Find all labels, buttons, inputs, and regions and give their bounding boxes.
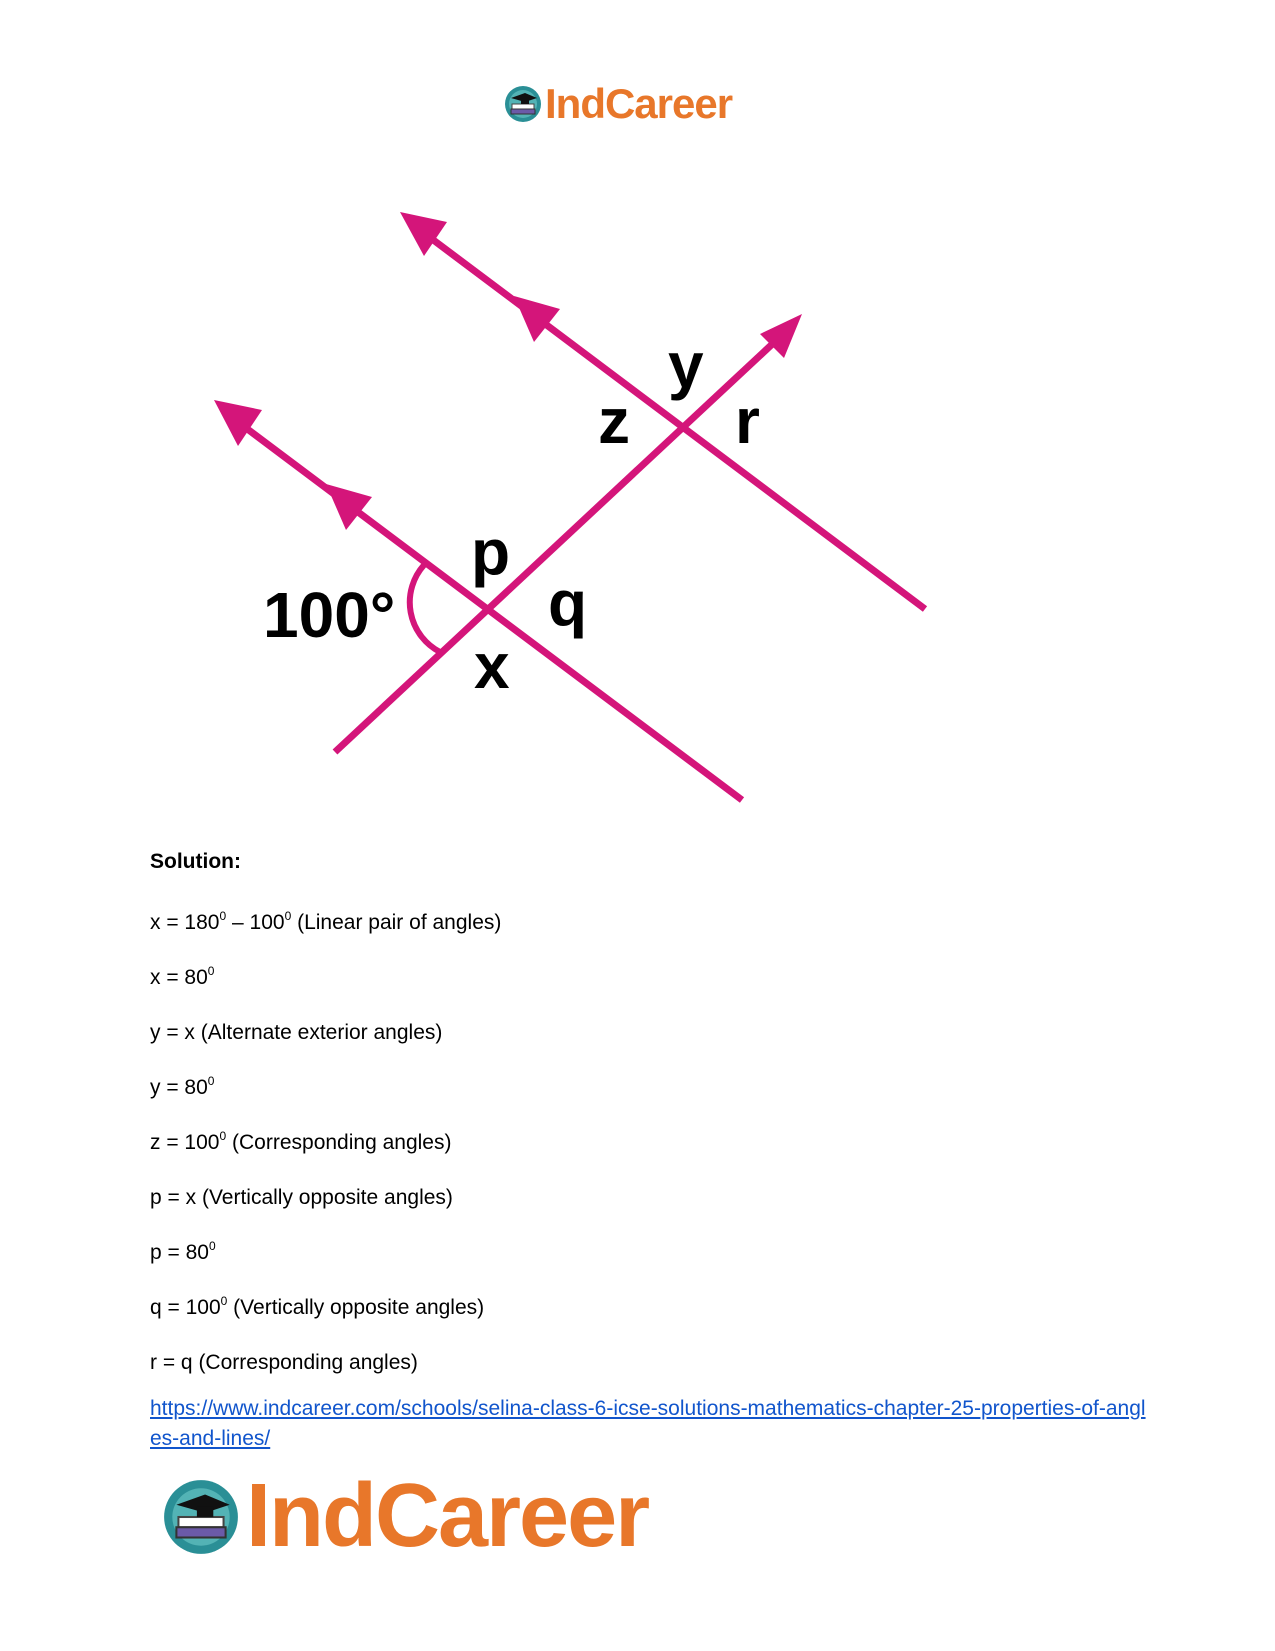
label-z: z	[598, 385, 630, 457]
step-pre: y = x (Alternate exterior angles)	[150, 1021, 443, 1044]
step-sup1: 0	[220, 1294, 228, 1308]
source-link[interactable]: https://www.indcareer.com/schools/selina-class-6-icse-solutions-mathematics-chapter-25-properties-of-angles-and-lines/	[150, 1397, 1146, 1450]
upper-parallel-marker	[514, 296, 560, 342]
label-p: p	[471, 516, 511, 588]
solution-heading: Solution:	[150, 850, 241, 873]
step-mid: – 100	[226, 911, 285, 934]
logo-text: IndCareer	[246, 1466, 649, 1566]
lower-line-arrowhead	[214, 400, 262, 446]
step-pre: z = 100	[150, 1131, 220, 1154]
label-r: r	[735, 385, 760, 457]
lower-parallel-marker	[326, 484, 372, 530]
step-mid: (Vertically opposite angles)	[227, 1296, 485, 1319]
graduation-book-icon	[160, 1476, 242, 1558]
step-sup1: 0	[219, 909, 227, 923]
solution-step	[150, 1131, 451, 1155]
label-x: x	[474, 630, 510, 702]
solution-step	[150, 966, 214, 990]
footer-logo	[160, 1465, 648, 1568]
step-post: (Linear pair of angles)	[291, 911, 502, 934]
step-pre: q = 100	[150, 1296, 221, 1319]
logo-text: IndCareer	[545, 80, 733, 127]
label-q: q	[548, 567, 588, 639]
step-sup1: 0	[208, 1239, 216, 1253]
step-sup1: 0	[219, 1129, 227, 1143]
solution-step	[150, 1021, 442, 1045]
step-pre: x = 80	[150, 966, 208, 989]
step-pre: p = x (Vertically opposite angles)	[150, 1186, 453, 1209]
step-sup2: 0	[284, 909, 292, 923]
solution-section	[150, 850, 1150, 874]
step-pre: y = 80	[150, 1076, 208, 1099]
step-sup1: 0	[207, 964, 215, 978]
angle-100-label: 100°	[263, 579, 396, 651]
solution-step	[150, 1351, 418, 1375]
step-sup1: 0	[207, 1074, 215, 1088]
step-pre: r = q (Corresponding angles)	[150, 1351, 418, 1374]
solution-step	[150, 1076, 214, 1100]
step-pre: p = 80	[150, 1241, 209, 1264]
solution-step	[150, 1241, 216, 1265]
solution-step	[150, 1296, 484, 1320]
upper-line-arrowhead	[400, 212, 447, 256]
solution-step	[150, 911, 501, 935]
step-mid: (Corresponding angles)	[226, 1131, 452, 1154]
angle-arc	[410, 565, 440, 652]
solution-step	[150, 1186, 453, 1210]
label-y: y	[668, 329, 704, 401]
step-pre: x = 180	[150, 911, 220, 934]
